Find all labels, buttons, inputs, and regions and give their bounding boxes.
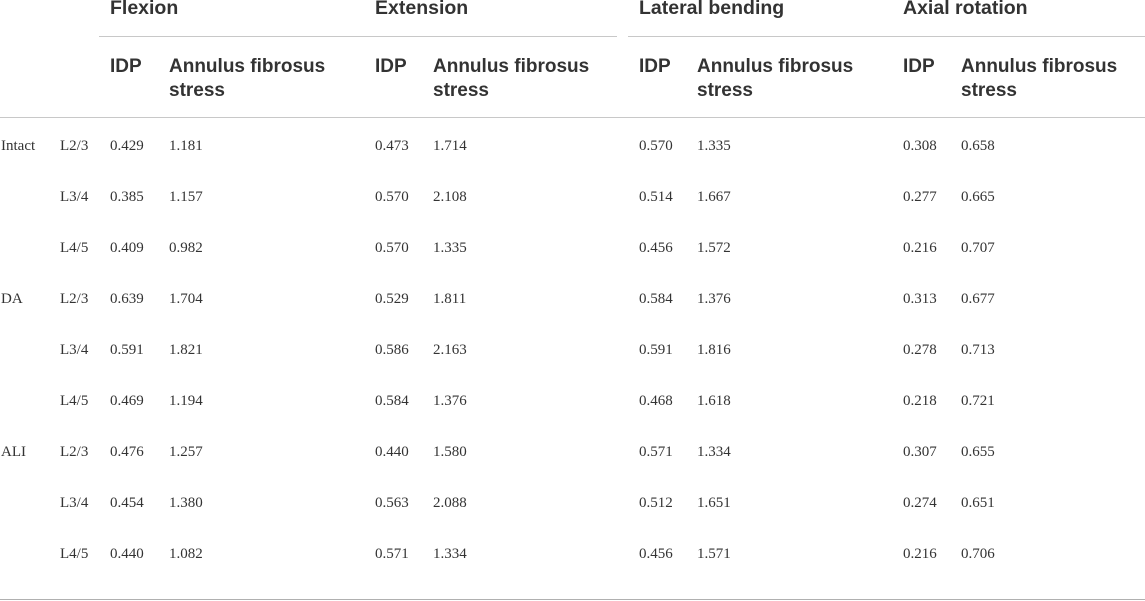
extension-af-stress-cell: 2.163: [433, 342, 467, 358]
subheader-idp: IDP: [903, 56, 935, 77]
lateral-bending-af-stress-cell: 1.334: [697, 444, 731, 460]
extension-af-stress-cell: 1.376: [433, 393, 467, 409]
subheader-annulus-fibrosus-stress: Annulus fibrosus stress: [169, 56, 326, 101]
row-group-label: Intact: [1, 138, 36, 154]
table-row: [0, 390, 1145, 441]
flexion-idp-cell: 0.409: [110, 240, 144, 256]
axial-rotation-idp-cell: 0.216: [903, 546, 937, 562]
extension-idp-cell: 0.570: [375, 189, 409, 205]
flexion-idp-cell: 0.591: [110, 342, 144, 358]
lateral-bending-idp-cell: 0.571: [639, 444, 673, 460]
flexion-af-stress-cell: 1.380: [169, 495, 203, 511]
subheader-annulus-fibrosus-stress: Annulus fibrosus stress: [433, 56, 590, 101]
axial-rotation-idp-cell: 0.313: [903, 291, 937, 307]
lateral-bending-idp-cell: 0.512: [639, 495, 673, 511]
lateral-bending-af-stress-cell: 1.376: [697, 291, 731, 307]
group-header-lateral-bending: Lateral bending: [639, 0, 785, 19]
axial-rotation-af-stress-cell: 0.707: [961, 240, 995, 256]
group-rule-flexion-extension: [99, 36, 617, 37]
group-header-extension: Extension: [375, 0, 469, 19]
extension-idp-cell: 0.563: [375, 495, 409, 511]
table-row: [0, 339, 1145, 390]
axial-rotation-af-stress-cell: 0.658: [961, 138, 995, 154]
row-level-label: L3/4: [60, 495, 89, 511]
lateral-bending-idp-cell: 0.591: [639, 342, 673, 358]
subheader-annulus-fibrosus-stress: Annulus fibrosus stress: [697, 56, 854, 101]
axial-rotation-af-stress-cell: 0.651: [961, 495, 995, 511]
row-level-label: L3/4: [60, 342, 89, 358]
flexion-af-stress-cell: 1.194: [169, 393, 203, 409]
row-level-label: L2/3: [60, 291, 89, 307]
extension-af-stress-cell: 1.580: [433, 444, 467, 460]
subheader-idp: IDP: [639, 56, 671, 77]
axial-rotation-af-stress-cell: 0.665: [961, 189, 995, 205]
extension-af-stress-cell: 2.108: [433, 189, 467, 205]
table-row: [0, 237, 1145, 288]
axial-rotation-af-stress-cell: 0.677: [961, 291, 995, 307]
extension-af-stress-cell: 1.714: [433, 138, 467, 154]
lateral-bending-af-stress-cell: 1.816: [697, 342, 731, 358]
flexion-af-stress-cell: 1.821: [169, 342, 203, 358]
axial-rotation-af-stress-cell: 0.713: [961, 342, 995, 358]
extension-idp-cell: 0.473: [375, 138, 409, 154]
extension-idp-cell: 0.586: [375, 342, 409, 358]
row-level-label: L4/5: [60, 393, 89, 409]
extension-idp-cell: 0.570: [375, 240, 409, 256]
lateral-bending-idp-cell: 0.456: [639, 546, 673, 562]
subheader-annulus-fibrosus-stress: Annulus fibrosus stress: [961, 56, 1118, 101]
extension-idp-cell: 0.440: [375, 444, 409, 460]
row-level-label: L2/3: [60, 444, 89, 460]
lateral-bending-idp-cell: 0.468: [639, 393, 673, 409]
lateral-bending-af-stress-cell: 1.572: [697, 240, 731, 256]
row-level-label: L3/4: [60, 189, 89, 205]
axial-rotation-af-stress-cell: 0.721: [961, 393, 995, 409]
flexion-af-stress-cell: 1.257: [169, 444, 203, 460]
lateral-bending-idp-cell: 0.514: [639, 189, 673, 205]
flexion-af-stress-cell: 1.082: [169, 546, 203, 562]
flexion-idp-cell: 0.639: [110, 291, 144, 307]
lateral-bending-idp-cell: 0.456: [639, 240, 673, 256]
axial-rotation-af-stress-cell: 0.706: [961, 546, 995, 562]
flexion-idp-cell: 0.385: [110, 189, 144, 205]
axial-rotation-idp-cell: 0.307: [903, 444, 937, 460]
axial-rotation-idp-cell: 0.277: [903, 189, 937, 205]
flexion-af-stress-cell: 1.157: [169, 189, 203, 205]
lateral-bending-af-stress-cell: 1.651: [697, 495, 731, 511]
header-rule: [0, 117, 1145, 118]
extension-idp-cell: 0.571: [375, 546, 409, 562]
extension-idp-cell: 0.529: [375, 291, 409, 307]
table-row: [0, 441, 1145, 492]
flexion-af-stress-cell: 0.982: [169, 240, 203, 256]
table-row: [0, 186, 1145, 237]
lateral-bending-idp-cell: 0.570: [639, 138, 673, 154]
table-row: [0, 492, 1145, 543]
row-level-label: L2/3: [60, 138, 89, 154]
table-row: [0, 288, 1145, 339]
lateral-bending-af-stress-cell: 1.335: [697, 138, 731, 154]
lateral-bending-af-stress-cell: 1.667: [697, 189, 731, 205]
table-row: [0, 543, 1145, 594]
row-level-label: L4/5: [60, 240, 89, 256]
extension-af-stress-cell: 1.811: [433, 291, 467, 307]
axial-rotation-idp-cell: 0.216: [903, 240, 937, 256]
axial-rotation-idp-cell: 0.274: [903, 495, 937, 511]
flexion-idp-cell: 0.476: [110, 444, 144, 460]
lateral-bending-af-stress-cell: 1.571: [697, 546, 731, 562]
flexion-idp-cell: 0.469: [110, 393, 144, 409]
subheader-idp: IDP: [110, 56, 142, 77]
group-header-flexion: Flexion: [110, 0, 179, 19]
axial-rotation-af-stress-cell: 0.655: [961, 444, 995, 460]
extension-af-stress-cell: 2.088: [433, 495, 467, 511]
axial-rotation-idp-cell: 0.308: [903, 138, 937, 154]
bottom-rule: [0, 599, 1145, 600]
subheader-idp: IDP: [375, 56, 407, 77]
extension-af-stress-cell: 1.334: [433, 546, 467, 562]
axial-rotation-idp-cell: 0.278: [903, 342, 937, 358]
lateral-bending-idp-cell: 0.584: [639, 291, 673, 307]
row-group-label: DA: [1, 291, 23, 307]
axial-rotation-idp-cell: 0.218: [903, 393, 937, 409]
flexion-idp-cell: 0.440: [110, 546, 144, 562]
row-group-label: ALI: [1, 444, 26, 460]
extension-af-stress-cell: 1.335: [433, 240, 467, 256]
flexion-idp-cell: 0.429: [110, 138, 144, 154]
row-level-label: L4/5: [60, 546, 89, 562]
flexion-idp-cell: 0.454: [110, 495, 144, 511]
flexion-af-stress-cell: 1.704: [169, 291, 203, 307]
group-header-axial-rotation: Axial rotation: [903, 0, 1028, 19]
lateral-bending-af-stress-cell: 1.618: [697, 393, 731, 409]
extension-idp-cell: 0.584: [375, 393, 409, 409]
flexion-af-stress-cell: 1.181: [169, 138, 203, 154]
table-row: [0, 135, 1145, 186]
group-rule-lateral-axial: [628, 36, 1145, 37]
